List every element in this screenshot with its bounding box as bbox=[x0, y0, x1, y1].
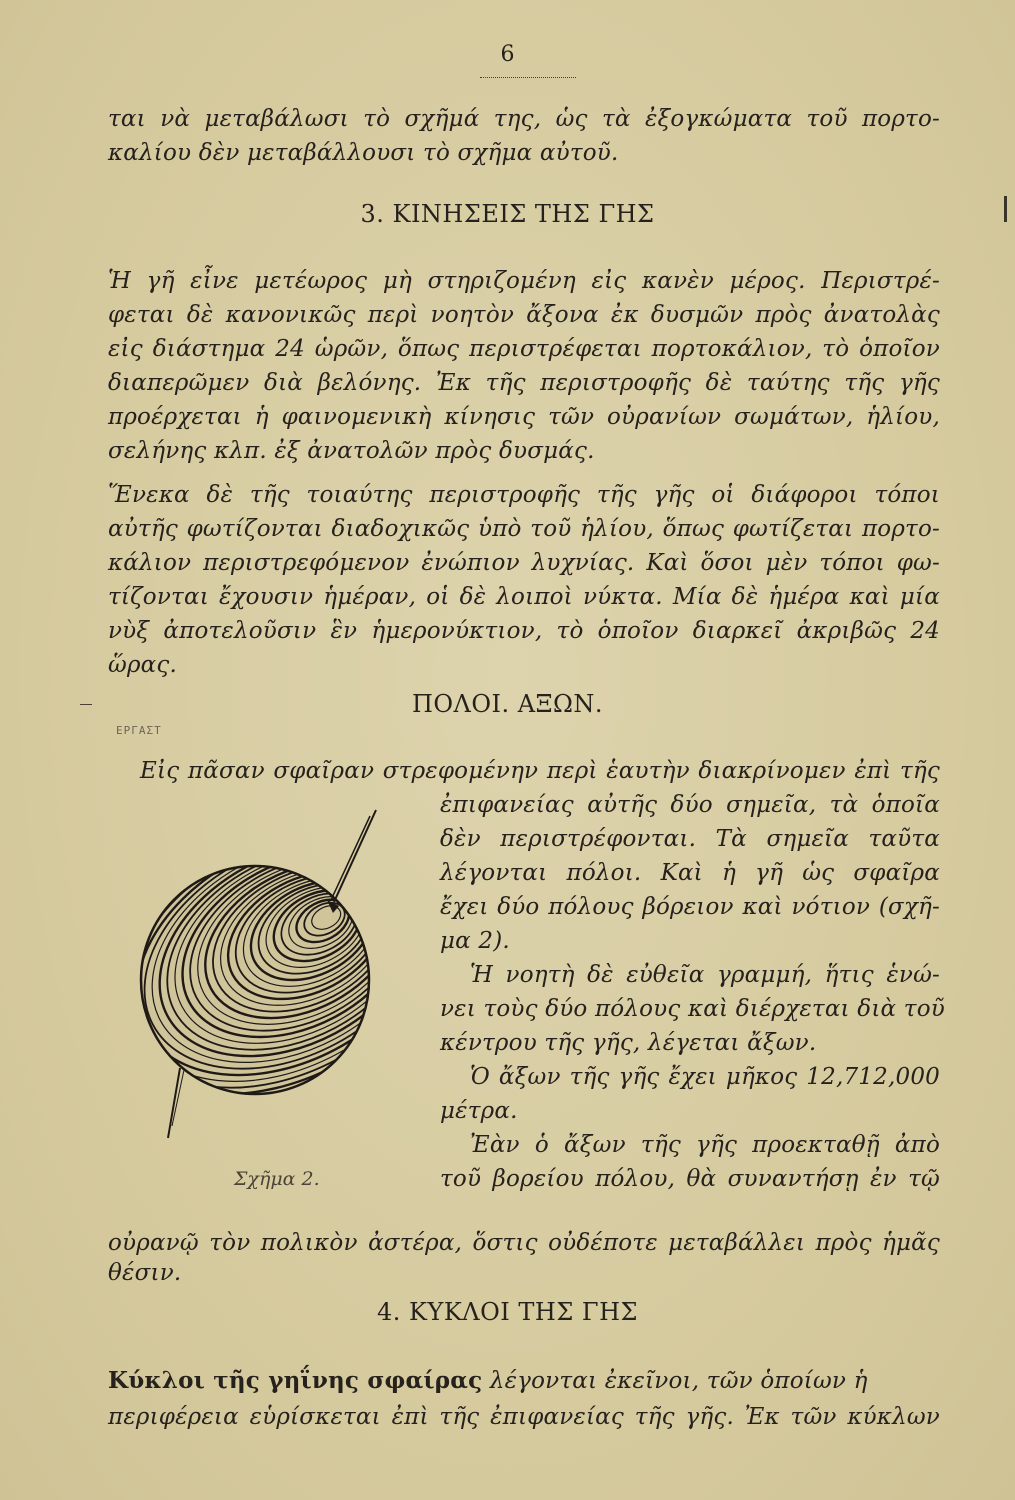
poles-right-line-2: δὲν περιστρέφονται. Τὰ σημεῖα ταῦτα bbox=[440, 826, 940, 852]
spinning-sphere-figure bbox=[130, 808, 410, 1158]
section-4-line-2: περιφέρεια εὑρίσκεται ἐπὶ τῆς ἐπιφανείας τῆς γῆς. Ἐκ τῶν κύκλων bbox=[108, 1404, 940, 1430]
poles-heading: ΠΟΛΟΙ. ΑΞΩΝ. bbox=[411, 690, 604, 718]
section-3-line-4: διαπερῶμεν διὰ βελόνης. Ἐκ τῆς περιστροφῆς δὲ ταύτης τῆς γῆς bbox=[108, 370, 940, 396]
intro-line-1: ται νὰ μεταβάλωσι τὸ σχῆμά της, ὡς τὰ ἐξογκώματα τοῦ πορτο- bbox=[108, 106, 940, 132]
poles-right-line-7: νει τοὺς δύο πόλους καὶ διέρχεται διὰ τοῦ bbox=[440, 996, 945, 1022]
section-3-line-8: αὐτῆς φωτίζονται διαδοχικῶς ὑπὸ τοῦ ἡλίου, ὅπως φωτίζεται πορτο- bbox=[108, 516, 940, 542]
section-3-line-9: κάλιον περιστρεφόμενον ἐνώπιον λυχνίας. Καὶ ὅσοι μὲν τόποι φω- bbox=[108, 550, 940, 576]
section-4-heading: 4. ΚΥΚΛΟΙ ΤΗΣ ΓΗΣ bbox=[377, 1298, 638, 1326]
section-3-line-10: τίζονται ἔχουσιν ἡμέραν, οἱ δὲ λοιποὶ νύκτα. Μία δὲ ἡμέρα καὶ μία bbox=[108, 584, 940, 610]
sphere-body bbox=[130, 808, 410, 1158]
sphere-engraving bbox=[130, 808, 410, 1158]
poles-right-line-6: Ἡ νοητὴ δὲ εὐθεῖα γραμμή, ἥτις ἑνώ- bbox=[470, 962, 940, 988]
poles-right-line-3: λέγονται πόλοι. Καὶ ἡ γῆ ὡς σφαῖρα bbox=[440, 860, 940, 886]
page-number: 6 bbox=[500, 42, 515, 67]
section-3-line-11: νὺξ ἀποτελοῦσιν ἓν ἡμερονύκτιον, τὸ ὁποῖον διαρκεῖ ἀκριβῶς 24 bbox=[108, 618, 940, 644]
section-3-line-12: ὥρας. bbox=[108, 652, 178, 678]
section-3-heading: 3. ΚΙΝΗΣΕΙΣ ΤΗΣ ΓΗΣ bbox=[360, 200, 655, 228]
section-3-line-1: Ἡ γῆ εἶνε μετέωρος μὴ στηριζομένη εἰς κανὲν μέρος. Περιστρέ- bbox=[108, 268, 940, 294]
poles-first-line: Εἰς πᾶσαν σφαῖραν στρεφομένην περὶ ἑαυτὴν διακρίνομεν ἐπὶ τῆς bbox=[140, 758, 940, 784]
poles-right-line-9: Ὁ ἄξων τῆς γῆς ἔχει μῆκος 12,712,000 bbox=[470, 1064, 940, 1090]
section-3-line-2: φεται δὲ κανονικῶς περὶ νοητὸν ἄξονα ἐκ δυσμῶν πρὸς ἀνατολὰς bbox=[108, 302, 940, 328]
poles-right-line-4: ἔχει δύο πόλους βόρειον καὶ νότιον (σχῆ- bbox=[440, 894, 940, 920]
section-3-line-3: εἰς διάστημα 24 ὡρῶν, ὅπως περιστρέφεται πορτοκάλιον, τὸ ὁποῖον bbox=[108, 336, 940, 362]
section-3-line-5: προέρχεται ἡ φαινομενικὴ κίνησις τῶν οὐρανίων σωμάτων, ἡλίου, bbox=[108, 404, 940, 430]
section-3-line-6: σελήνης κλπ. ἐξ ἀνατολῶν πρὸς δυσμάς. bbox=[108, 438, 595, 464]
poles-right-line-10: μέτρα. bbox=[440, 1098, 518, 1124]
poles-right-line-1: ἐπιφανείας αὐτῆς δύο σημεῖα, τὰ ὁποῖα bbox=[440, 792, 940, 818]
section-4-line-1-rest: λέγονται ἐκεῖνοι, τῶν ὁποίων ἡ bbox=[482, 1368, 868, 1394]
bold-term: Κύκλοι τῆς γηΐνης σφαίρας bbox=[108, 1367, 483, 1394]
poles-right-line-5: μα 2). bbox=[440, 928, 510, 954]
page-number-rule bbox=[480, 77, 576, 78]
figure-caption: Σχῆμα 2. bbox=[234, 1168, 320, 1190]
library-stamp: ΕΡΓΑΣΤ bbox=[116, 724, 162, 737]
intro-line-2: καλίου δὲν μεταβάλλουσι τὸ σχῆμα αὐτοῦ. bbox=[108, 140, 619, 166]
poles-right-line-12: τοῦ βορείου πόλου, θὰ συναντήσῃ ἐν τῷ bbox=[440, 1166, 940, 1192]
poles-right-line-11: Ἐὰν ὁ ἄξων τῆς γῆς προεκταθῇ ἀπὸ bbox=[470, 1132, 940, 1158]
poles-right-line-8: κέντρου τῆς γῆς, λέγεται ἄξων. bbox=[440, 1030, 817, 1056]
section-4-line-1 bbox=[108, 1366, 940, 1396]
poles-final-line-1: οὐρανῷ τὸν πολικὸν ἀστέρα, ὅστις οὐδέποτε μεταβάλλει πρὸς ἡμᾶς bbox=[108, 1230, 940, 1256]
section-3-line-7: Ἕνεκα δὲ τῆς τοιαύτης περιστροφῆς τῆς γῆς οἱ διάφοροι τόποι bbox=[108, 482, 940, 508]
poles-final-line-2: θέσιν. bbox=[108, 1260, 182, 1286]
